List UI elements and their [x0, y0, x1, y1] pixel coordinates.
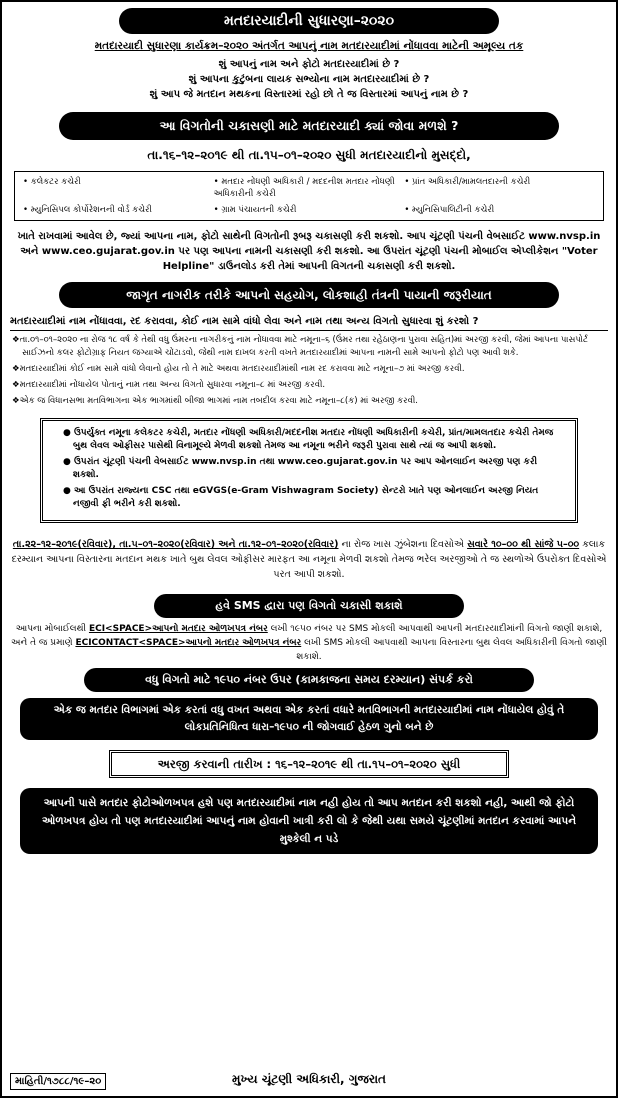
form-bullet: ❖ એક જ વિધાનસભા મતવિભાગના એક ભાગમાંથી બીજા ભાગમાં નામ તબદીલ કરવા માટે નમૂના–૮(ક) માં અરજી કરવી.	[10, 395, 608, 408]
verify-paragraph: ખાતે રાખવામાં આવેલ છે, જ્યાં આપના નામ, ફોટો સાથેની વિગતોની રૂબરૂ ચકાસણી કરી શકશો. આપ ચૂંટણી પંચની વેબસાઈટ www.nvsp.in અને www.ceo.gujarat.gov.in પર પણ આપના નામની ચકાસણી કરી શકશો. આ ઉપરાંત ચૂંટણી પંચની મોબાઈલ એપ્લીકેશન "Voter Helpline" ડાઉનલોડ કરી તેમાં આપની વિગતની ચકાસણી કરી શકશો.	[17, 231, 601, 272]
info-code: માહિતી/૧૭૮૮/૧૯–૨૦	[10, 1073, 106, 1090]
camp-dates: તા.૨૨–૧૨–૨૦૧૯(રવિવાર), તા.૫–૦૧–૨૦૨૦(રવિવાર) અને તા.૧૨–૦૧–૨૦૨૦(રવિવાર)	[12, 539, 339, 550]
office-item: • ગ્રામ પંચાયતની કચેરી	[214, 204, 405, 216]
question-what-to-do: મતદારયાદીમાં નામ નોંધાવવા, રદ કરાવવા, કોઈ નામ સામે વાંધો લેવા અને નામ તથા અન્ય વિગતો સુધારવા શું કરશો ?	[10, 316, 608, 331]
office-item: • મ્યુનિસિપાલિટીની કચેરી	[404, 204, 595, 216]
helpline-banner: વધુ વિગતો માટે ૧૯૫૦ નંબર ઉપર (કામકાજના સમય દરમ્યાન) સંપર્ક કરો	[84, 668, 534, 692]
authority-signature: મુખ્ય ચૂંટણી અધિકારી, ગુજરાત	[232, 1072, 386, 1086]
info-point: ● આ ઉપરાંત રાજ્યના CSC તથા eGVGS(e-Gram Vishwagram Society) સેન્ટરો ખાતે પણ ઓનલાઈન અરજી નિયત નજીવી ફી ભરીને કરી શકશો.	[63, 485, 565, 511]
office-item: • કલેકટર કચેરી	[23, 176, 214, 200]
final-note-box: આપની પાસે મતદાર ફોટોઓળખપત્ર હશે પણ મતદારયાદીમાં નામ નહી હોય તો આપ મતદાન કરી શકશો નહી, આથી જો ફોટો ઓળખપત્ર હોય તો પણ મતદારયાદીમાં આપનું નામ હોવાની ખાત્રી કરી લો કે જેથી યથા સમયે ચૂંટણીમાં મતદાન કરવામાં આપને મુશ્કેલી ન પડે	[20, 788, 598, 854]
citizen-banner: જાગૃત નાગરીક તરીકે આપનો સહયોગ, લોકશાહી તંત્રની પાયાની જરૂરીયાત	[59, 282, 559, 308]
form-bullet: ❖ તા.૦૧–૦૧–૨૦૨૦ ના રોજ ૧૮ વર્ષ કે તેથી વધુ ઉંમરના નાગરીકનું નામ નોંધાવવા માટે નમૂના–૬ (ઉંમર તથા રહેઠાણના પુરાવા સહિત)માં અરજી કરવી, જેમાં આપના પાસપોર્ટ સાઈઝનો કલર ફોટોગ્રાફ નિયત જગ્યાએ ચોંટાડવો, જેથી નામ દાખલ કરતી વખતે મતદારયાદીમાં આપના નામની સામે આપનો ફોટો પણ આવી શકે.	[10, 334, 608, 360]
question-1: શું આપનું નામ અને ફોટો મતદારયાદીમાં છે ?	[218, 59, 400, 70]
camp-time: સવારે ૧૦–૦૦ થી સાંજે ૫–૦૦	[467, 539, 580, 550]
camp-text-2: કલાક દરમ્યાન આપના વિસ્તારના મતદાન મથક ખાતે બુથ લેવલ ઓફીસર મારફત આ નમૂના મેળવી શકશો તેમજ ભરેલ અરજીઓ તે જ સ્થળોએ ઉપરોક્ત દિવસોએ પરત આપી શકશો.	[11, 539, 607, 580]
camp-text-1: ના રોજ ખાસ ઝુંબેશના દિવસોએ	[341, 539, 465, 550]
sms-paragraph	[10, 622, 608, 664]
office-item: • પ્રાંત અધિકારી/મામલતદારની કચેરી	[404, 176, 595, 200]
info-box	[40, 418, 578, 523]
sms-banner: હવે SMS દ્વારા પણ વિગતો ચકાસી શકાશે	[154, 594, 464, 618]
subtitle: મતદારયાદી સુધારણા કાર્યક્રમ–૨૦૨૦ અંતર્ગત આપનું નામ મતદારયાદીમાં નોંધાવવા માટેની અમૂલ્ય તક	[94, 40, 524, 52]
page-title: મતદારયાદીની સુધારણા–૨૦૨૦	[119, 8, 499, 34]
info-point: ● ઉપર્યુક્ત નમૂના કલેકટર કચેરી, મતદાર નોંધણી અધિકારી/મદદનીશ મતદાર નોંધણી અધિકારીની કચેરી, પ્રાંત/મામલતદાર કચેરી તેમજ બુથ લેવલ ઓફીસર પાસેથી વિનામૂલ્યે મેળવી શકશો તેમજ આ નમૂના ભરીને જરૂરી પુરાવા સાથે ત્યાં જ આપી શકશો.	[63, 427, 565, 453]
sms-code-ecicontact: ECICONTACT<SPACE>આપનો મતદાર ઓળખપત્ર નંબર	[75, 638, 302, 648]
office-item: • મતદાર નોંધણી અધિકારી / મદદનીશ મતદાર નોંધણી અધિકારીની કચેરી	[214, 176, 405, 200]
application-dates-box: અરજી કરવાની તારીખ : ૧૬–૧૨–૨૦૧૯ થી તા.૧૫–૦૧–૨૦૨૦ સુધી	[109, 750, 509, 778]
question-3: શું આપ જે મતદાન મથકના વિસ્તારમાં રહો છો તે જ વિસ્તારમાં આપનું નામ છે ?	[149, 89, 469, 100]
where-to-check-banner: આ વિગતોની ચકાસણી માટે મતદારયાદી ક્યાં જોવા મળશે ?	[59, 112, 559, 140]
footer	[10, 1068, 608, 1090]
sms-text-b: લખી ૧૯૫૦ નંબર પર SMS મોકલી આપવાથી આપની મતદારયાદીમાંની વિગતો જાણી શકાશે, અને તે જ પ્રમાણે	[11, 624, 603, 648]
warning-box: એક જ મતદાર વિભાગમાં એક કરતાં વધુ વખત અથવા એક કરતાં વધારે મતવિભાગની મતદારયાદીમાં નામ નોંધાયેલ હોવું તે લોકપ્રતિનિધિત્વ ધારા–૧૯૫૦ ની જોગવાઈ હેઠળ ગુનો બને છે	[20, 698, 598, 740]
sms-text-a: આપના મોબાઈલથી	[15, 624, 87, 634]
question-2: શું આપના કુટુંબના લાયક સભ્યોના નામ મતદારયાદીમાં છે ?	[188, 74, 430, 85]
form-bullet: ❖ મતદારયાદીમાં નોંધાયેલ પોતાનું નામ તથા અન્ય વિગતો સુધારવા નમૂના–૮ માં અરજી કરવી.	[10, 379, 608, 392]
office-list	[14, 171, 604, 221]
form-bullet: ❖ મતદારયાદીમાં કોઈ નામ સામે વાંધો લેવાનો હોય તો તે માટે અથવા મતદારયાદીમાંથી નામ રદ કરાવવા માટે નમૂના–૭ માં અરજી કરવી.	[10, 363, 608, 376]
sms-text-c: લખી SMS મોકલી આપવાથી આપના વિસ્તારના બુથ લેવલ અધિકારીની વિગતો જાણી શકાશે.	[296, 638, 607, 662]
draft-period: તા.૧૬–૧૨–૨૦૧૯ થી તા.૧૫–૦૧–૨૦૨૦ સુધી મતદારયાદીનો મુસદ્દો,	[147, 148, 471, 162]
camp-paragraph	[10, 537, 608, 582]
office-item: • મ્યુનિસિપલ કોર્પોરેશનની વોર્ડ કચેરી	[23, 204, 214, 216]
info-point: ● ઉપરાંત ચૂંટણી પંચની વેબસાઈટ www.nvsp.in તથા www.ceo.gujarat.gov.in પર આપ ઓનલાઈન અરજી પણ કરી શકશો.	[63, 456, 565, 482]
sms-code-eci: ECI<SPACE>આપનો મતદાર ઓળખપત્ર નંબર	[88, 624, 268, 634]
